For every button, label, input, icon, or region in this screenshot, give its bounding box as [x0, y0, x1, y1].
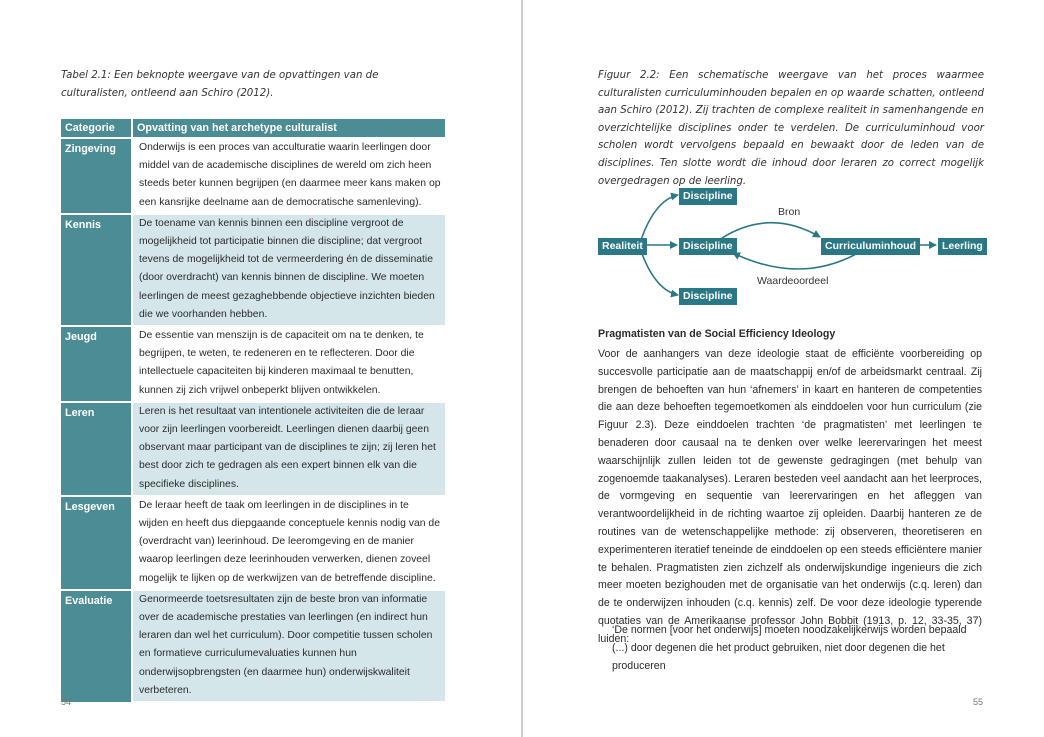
- node-discipline-mid: Discipline: [679, 238, 737, 255]
- page-number-left: 54: [61, 697, 72, 707]
- row-category: Evaluatie: [61, 590, 132, 702]
- node-leerling: Leerling: [938, 238, 987, 255]
- node-curriculuminhoud: Curriculuminhoud: [821, 238, 920, 255]
- node-discipline-top: Discipline: [679, 188, 737, 205]
- node-realiteit: Realiteit: [598, 238, 647, 255]
- row-category: Kennis: [61, 214, 132, 326]
- header-opvatting: Opvatting van het archetype culturalist: [132, 119, 445, 138]
- body-paragraph: [598, 346, 982, 649]
- row-category: Jeugd: [61, 326, 132, 402]
- row-text: Onderwijs is een proces van acculturatie waarin leerlingen door middel van de academische disciplines de wereld om zich heen steeds beter kunnen begrijpen (en daarmee meer kans maken op een kansrijke deelname aan de democratische samenleving).: [132, 138, 445, 214]
- table-caption: Tabel 2.1: Een beknopte weergave van de opvattingen van de culturalisten, ontleend aan Schiro (2012).: [61, 70, 379, 99]
- quote-paragraph: ‘De normen [voor het onderwijs] moeten noodzakelijkerwijs worden bepaald (...) door degenen die het product gebruiken, niet door degenen die het produceren: [612, 624, 967, 672]
- arrow-realiteit-discipline-top: [641, 195, 678, 240]
- node-discipline-bottom: Discipline: [679, 288, 737, 305]
- arrow-bron: [722, 223, 820, 238]
- row-category: Leren: [61, 402, 132, 496]
- arrow-waardeoordeel: [733, 253, 858, 269]
- row-text: Genormeerde toetsresultaten zijn de beste bron van informatie over de academische prestaties van leerlingen (en indirect hun leraren dan wel het curriculum). Door competitie tussen scholen en formatieve curriculumevaluaties kunnen hun onderwijsopbrengsten (en daarmee hun) onderwijskwaliteit verbeteren.: [132, 590, 445, 702]
- section-title: Pragmatisten van de Social Efficiency Ideology: [598, 328, 836, 340]
- row-text: Leren is het resultaat van intentionele activiteiten die de leraar voor zijn leerlingen voorbereidt. Leerlingen dienen daarbij geen observant maar participant van de disciplines te zijn; zij leren het best door zich te gedragen als een expert binnen elk van die specifieke disciplines.: [132, 402, 445, 496]
- figure-caption: Figuur 2.2: Een schematische weergave van het proces waarmee culturalisten curriculuminhouden bepalen en op waarde schatten, ontleend aan Schiro (2012). Zij trachten de complexe realiteit in samenhangende en overzichtelijke disciplines onder te verdelen. De curriculuminhoud voor scholen wordt vervolgens bepaald en bewaakt door de leden van de disciplines. Ten slotte wordt die inhoud door leraren zo correct mogelijk overgedragen op de leerling.: [598, 70, 984, 187]
- row-category: Zingeving: [61, 138, 132, 214]
- body-text: Voor de aanhangers van deze ideologie staat de efficiënte voorbereiding op succesvolle participatie aan de maatschappij en/of de arbeidsmarkt centraal. Zij brengen de behoeften van hun ‘afnemers’ in kaart en hanteren de competenties die aan deze behoeften tegemoetkomen als einddoelen voor hun curriculum (zie Figuur 2.3). Deze einddoelen trachten ‘de pragmatisten’ met leerlingen te benaderen door causaal na te denken over welke leerervaringen het meest waarschijnlijk zullen leiden tot de gewenste gedragingen (met behulp van zogenoemde taakanalyses). Leraren besteden veel aandacht aan het leerproces, de vormgeving en sequentie van leerervaringen en het afleggen van verantwoordelijkheid in de richting waartoe zij opleiden. Daarbij hanteren ze de routines van de wetenschappelijke methode: zij observeren, theoretiseren en experimenteren iteratief teneinde de einddoelen op een steeds efficiëntere manier te behalen. Pragmatisten zien zichzelf als onderwijskundige ingenieurs die zich meer moeten bezighouden met de organisatie van het onderwijs (c.q. leren) dan de te onderwijzen inhouden (c.q. kennis) zelf. De voor deze ideologie typerende quotaties van de Amerikaanse professor John Bobbit (1913, p. 12, 33-35, 37) luiden:: [598, 348, 982, 645]
- label-waardeoordeel: Waardeoordeel: [757, 275, 829, 287]
- page-number-right: 55: [973, 697, 984, 707]
- row-text: De essentie van menszijn is de capaciteit om na te denken, te begrijpen, te weten, te redeneren en te reflecteren. Door die intellectuele capaciteiten bij kinderen maximaal te benutten, kunnen zij zich vrijwel onbeperkt blijven ontwikkelen.: [132, 326, 445, 402]
- row-text: De toename van kennis binnen een discipline vergroot de mogelijkheid tot participatie binnen die discipline; dat vergroot tevens de mogelijkheid tot de vermeerdering én de disseminatie (door overdracht) van kennis binnen de discipline. We moeten leerlingen de meest gezaghebbende objectieve inzichten bieden die we voorhanden hebben.: [132, 214, 445, 326]
- row-text: De leraar heeft de taak om leerlingen in de disciplines in te wijden en heeft dus diepgaande conceptuele kennis nodig van de (overdracht van) leerinhoud. De leeromgeving en de manier waarop leerlingen deze leerinhouden verwerken, dienen zoveel mogelijk te lijken op de werkwijzen van de betreffende discipline.: [132, 496, 445, 590]
- label-bron: Bron: [778, 206, 801, 218]
- header-category: Categorie: [61, 119, 132, 138]
- row-category: Lesgeven: [61, 496, 132, 590]
- arrow-realiteit-discipline-bottom: [641, 251, 678, 295]
